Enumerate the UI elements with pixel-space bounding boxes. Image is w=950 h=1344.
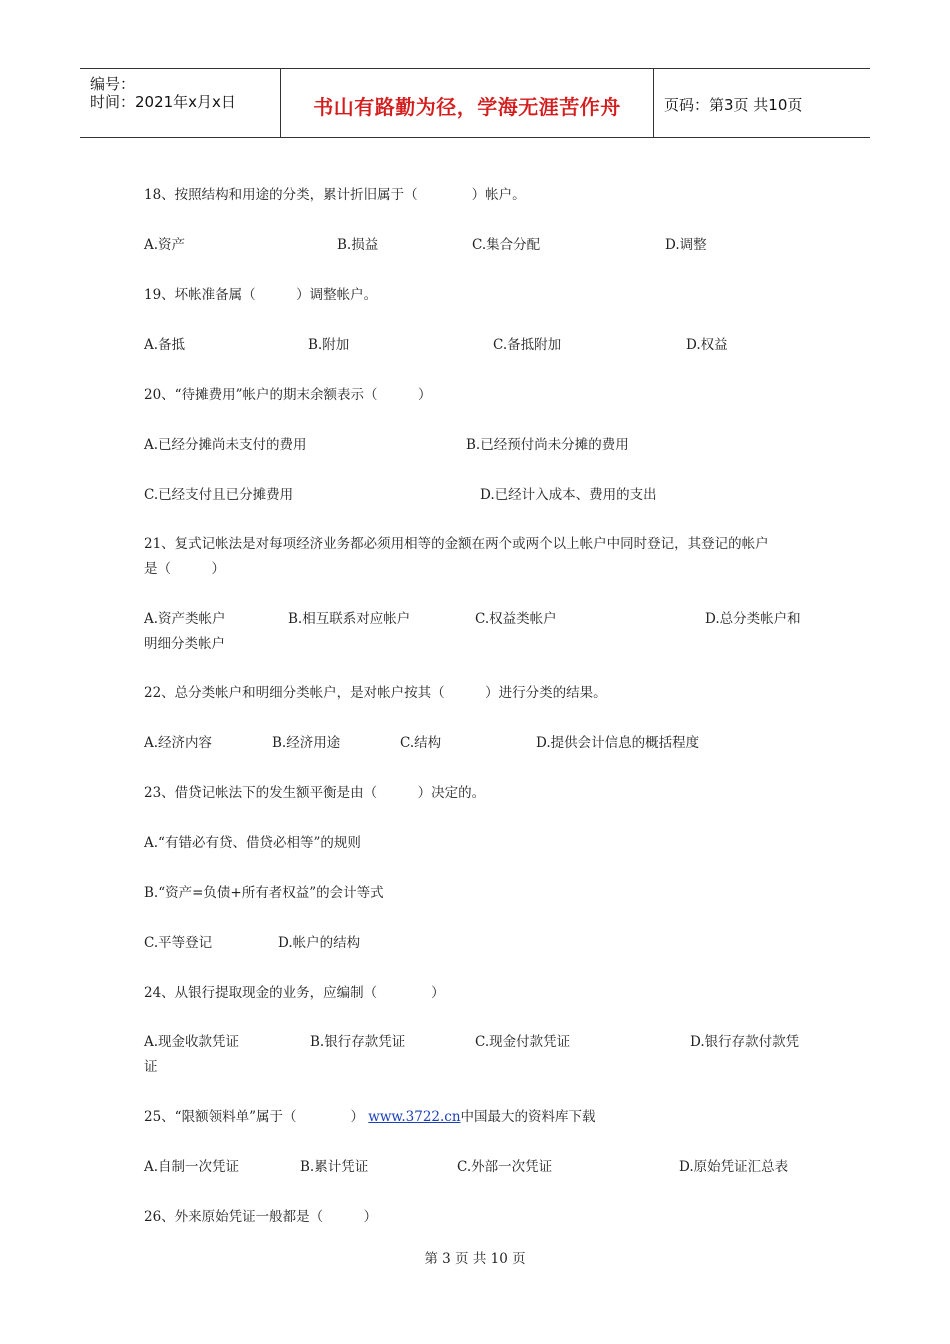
option: D.提供会计信息的概括程度 (536, 735, 700, 751)
question-stem: 26、外来原始凭证一般都是（ ） (144, 1209, 378, 1225)
option: B.已经预付尚未分摊的费用 (466, 437, 629, 453)
option: D.总分类帐户和 (705, 611, 801, 627)
header-motto-cell (281, 69, 654, 137)
option: C.结构 (400, 735, 442, 751)
question-stem: 22、总分类帐户和明细分类帐户，是对帐户按其（ ）进行分类的结果。 (144, 685, 607, 701)
option: D.调整 (665, 237, 707, 253)
option: D.银行存款付款凭 (690, 1034, 800, 1050)
option: C.备抵附加 (493, 337, 562, 353)
option: B.经济用途 (272, 735, 341, 751)
question-stem-cont: 是（ ） (144, 561, 225, 577)
option: B.附加 (308, 337, 350, 353)
time-label: 时间：2021年x月x日 (90, 93, 236, 111)
option: D.权益 (686, 337, 728, 353)
question-stem: 21、复式记帐法是对每项经济业务都必须用相等的金额在两个或两个以上帐户中同时登记，其登记的帐户 (144, 536, 769, 552)
option: C.集合分配 (472, 237, 541, 253)
number-label: 编号： (90, 75, 136, 93)
option: A.备抵 (144, 337, 186, 353)
page-header (80, 68, 870, 138)
question-stem: 20、“待摊费用”帐户的期末余额表示（ ） (144, 387, 432, 403)
option: B.银行存款凭证 (310, 1034, 406, 1050)
question-stem: 24、从银行提取现金的业务，应编制（ ） (144, 985, 445, 1001)
question-stem (144, 1108, 596, 1126)
option: A.“有错必有贷、借贷必相等”的规则 (144, 835, 361, 851)
option: B.相互联系对应帐户 (288, 611, 411, 627)
download-link[interactable]: www.3722.cn (368, 1109, 461, 1125)
question-stem: 18、按照结构和用途的分类，累计折旧属于（ ）帐户。 (144, 187, 526, 203)
question-stem: 19、坏帐准备属（ ）调整帐户。 (144, 287, 378, 303)
header-meta (80, 69, 281, 137)
option: A.现金收款凭证 (144, 1034, 240, 1050)
option: D.原始凭证汇总表 (679, 1159, 789, 1175)
question-stem-text: 25、“限额领料单”属于（ ） (144, 1109, 364, 1125)
option: C.权益类帐户 (475, 611, 557, 627)
option: D.帐户的结构 (278, 935, 361, 951)
option: B.“资产=负债+所有者权益”的会计等式 (144, 885, 384, 901)
option: A.资产 (144, 237, 186, 253)
question-stem: 23、借贷记帐法下的发生额平衡是由（ ）决定的。 (144, 785, 486, 801)
page-info: 页码：第3页 共10页 (664, 96, 803, 114)
option: A.自制一次凭证 (144, 1159, 240, 1175)
motto: 书山有路勤为径，学海无涯苦作舟 (313, 95, 621, 119)
page-footer: 第 3 页 共 10 页 (424, 1251, 526, 1267)
option: A.资产类帐户 (144, 611, 226, 627)
option-wrap: 证 (144, 1059, 158, 1075)
option: B.损益 (337, 237, 379, 253)
option: D.已经计入成本、费用的支出 (480, 487, 657, 503)
option: C.平等登记 (144, 935, 213, 951)
option: C.外部一次凭证 (457, 1159, 553, 1175)
option: C.现金付款凭证 (475, 1034, 571, 1050)
option: A.已经分摊尚未支付的费用 (144, 437, 307, 453)
header-page-cell (654, 69, 870, 137)
option: B.累计凭证 (300, 1159, 369, 1175)
option: C.已经支付且已分摊费用 (144, 487, 294, 503)
link-suffix: 中国最大的资料库下载 (460, 1109, 596, 1125)
option-wrap: 明细分类帐户 (144, 636, 225, 652)
option: A.经济内容 (144, 735, 213, 751)
